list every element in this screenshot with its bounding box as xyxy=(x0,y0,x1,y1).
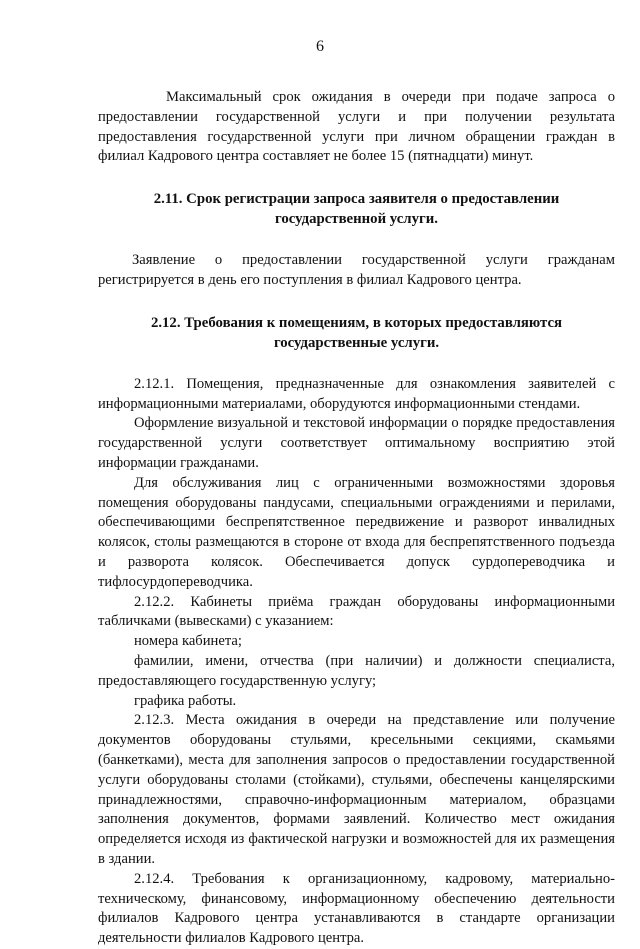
paragraph-2-12-4: 2.12.4. Требования к организационному, кадровому, материально-техническому, финансовому, информационному обеспечению деятельности филиалов Кадрового центра устанавливаются в стандарте организации деятельности филиалов Кадрового центра. xyxy=(98,870,615,947)
paragraph-2-12-2: 2.12.2. Кабинеты приёма граждан оборудованы информационными табличками (вывесками) с указанием: xyxy=(98,593,615,630)
paragraph-max-wait-time: Максимальный срок ожидания в очереди при подаче запроса о предоставлении государственной услуги и при получении результата предоставления государственной услуги при личном обращении граждан в филиал Кадрового центра составляет не более 15 (пятнадцати) минут. xyxy=(98,89,615,165)
paragraph-2-11-registration: Заявление о предоставлении государственной услуги гражданам регистрируется в день его поступления в филиал Кадрового центра. xyxy=(98,252,615,288)
list-item-work-schedule: графика работы. xyxy=(134,692,237,709)
document-body xyxy=(98,88,615,949)
paragraph-2-12-1: 2.12.1. Помещения, предназначенные для ознакомления заявителей с информационными материалами, оборудуются информационными стендами. xyxy=(98,375,615,412)
list-item-room-number: номера кабинета; xyxy=(134,633,242,650)
paragraph-2-12-1-visual-info: Оформление визуальной и текстовой информации о порядке предоставления государственной услуги соответствует оптимальному восприятию этой информации гражданами. xyxy=(98,415,615,471)
paragraph-2-12-1-accessibility: Для обслуживания лиц с ограниченными возможностями здоровья помещения оборудованы пандусами, специальными ограждениями и перилами, обеспечивающими беспрепятственное передвижение и разворот инвалидных колясок, столы размещаются в стороне от входа для беспрепятственного подъезда и разворота колясок. Обеспечивается допуск сурдопереводчика и тифлосурдопереводчика. xyxy=(98,474,615,590)
paragraph-2-12-3: 2.12.3. Места ожидания в очереди на представление или получение документов оборудованы стульями, кресельными секциями, скамьями (банкетками), места для заполнения запросов о предоставлении государственной услуги оборудованы столами (стойками), стульями, обеспечены канцелярскими принадлежностями, справочно-информационным материалом, образцами заполнения документов, формами заявлений. Количество мест ожидания определяется исходя из фактической нагрузки и возможностей для их размещения в здании. xyxy=(98,712,615,867)
page-number: 6 xyxy=(316,38,324,55)
section-heading-2-12: 2.12. Требования к помещениям, в которых предоставляются государственные услуги. xyxy=(150,314,563,351)
section-heading-2-11: 2.11. Срок регистрации запроса заявителя о предоставлении государственной услуги. xyxy=(153,191,560,228)
list-item-specialist-name: фамилии, имени, отчества (при наличии) и должности специалиста, предоставляющего государственную услугу; xyxy=(98,652,615,689)
